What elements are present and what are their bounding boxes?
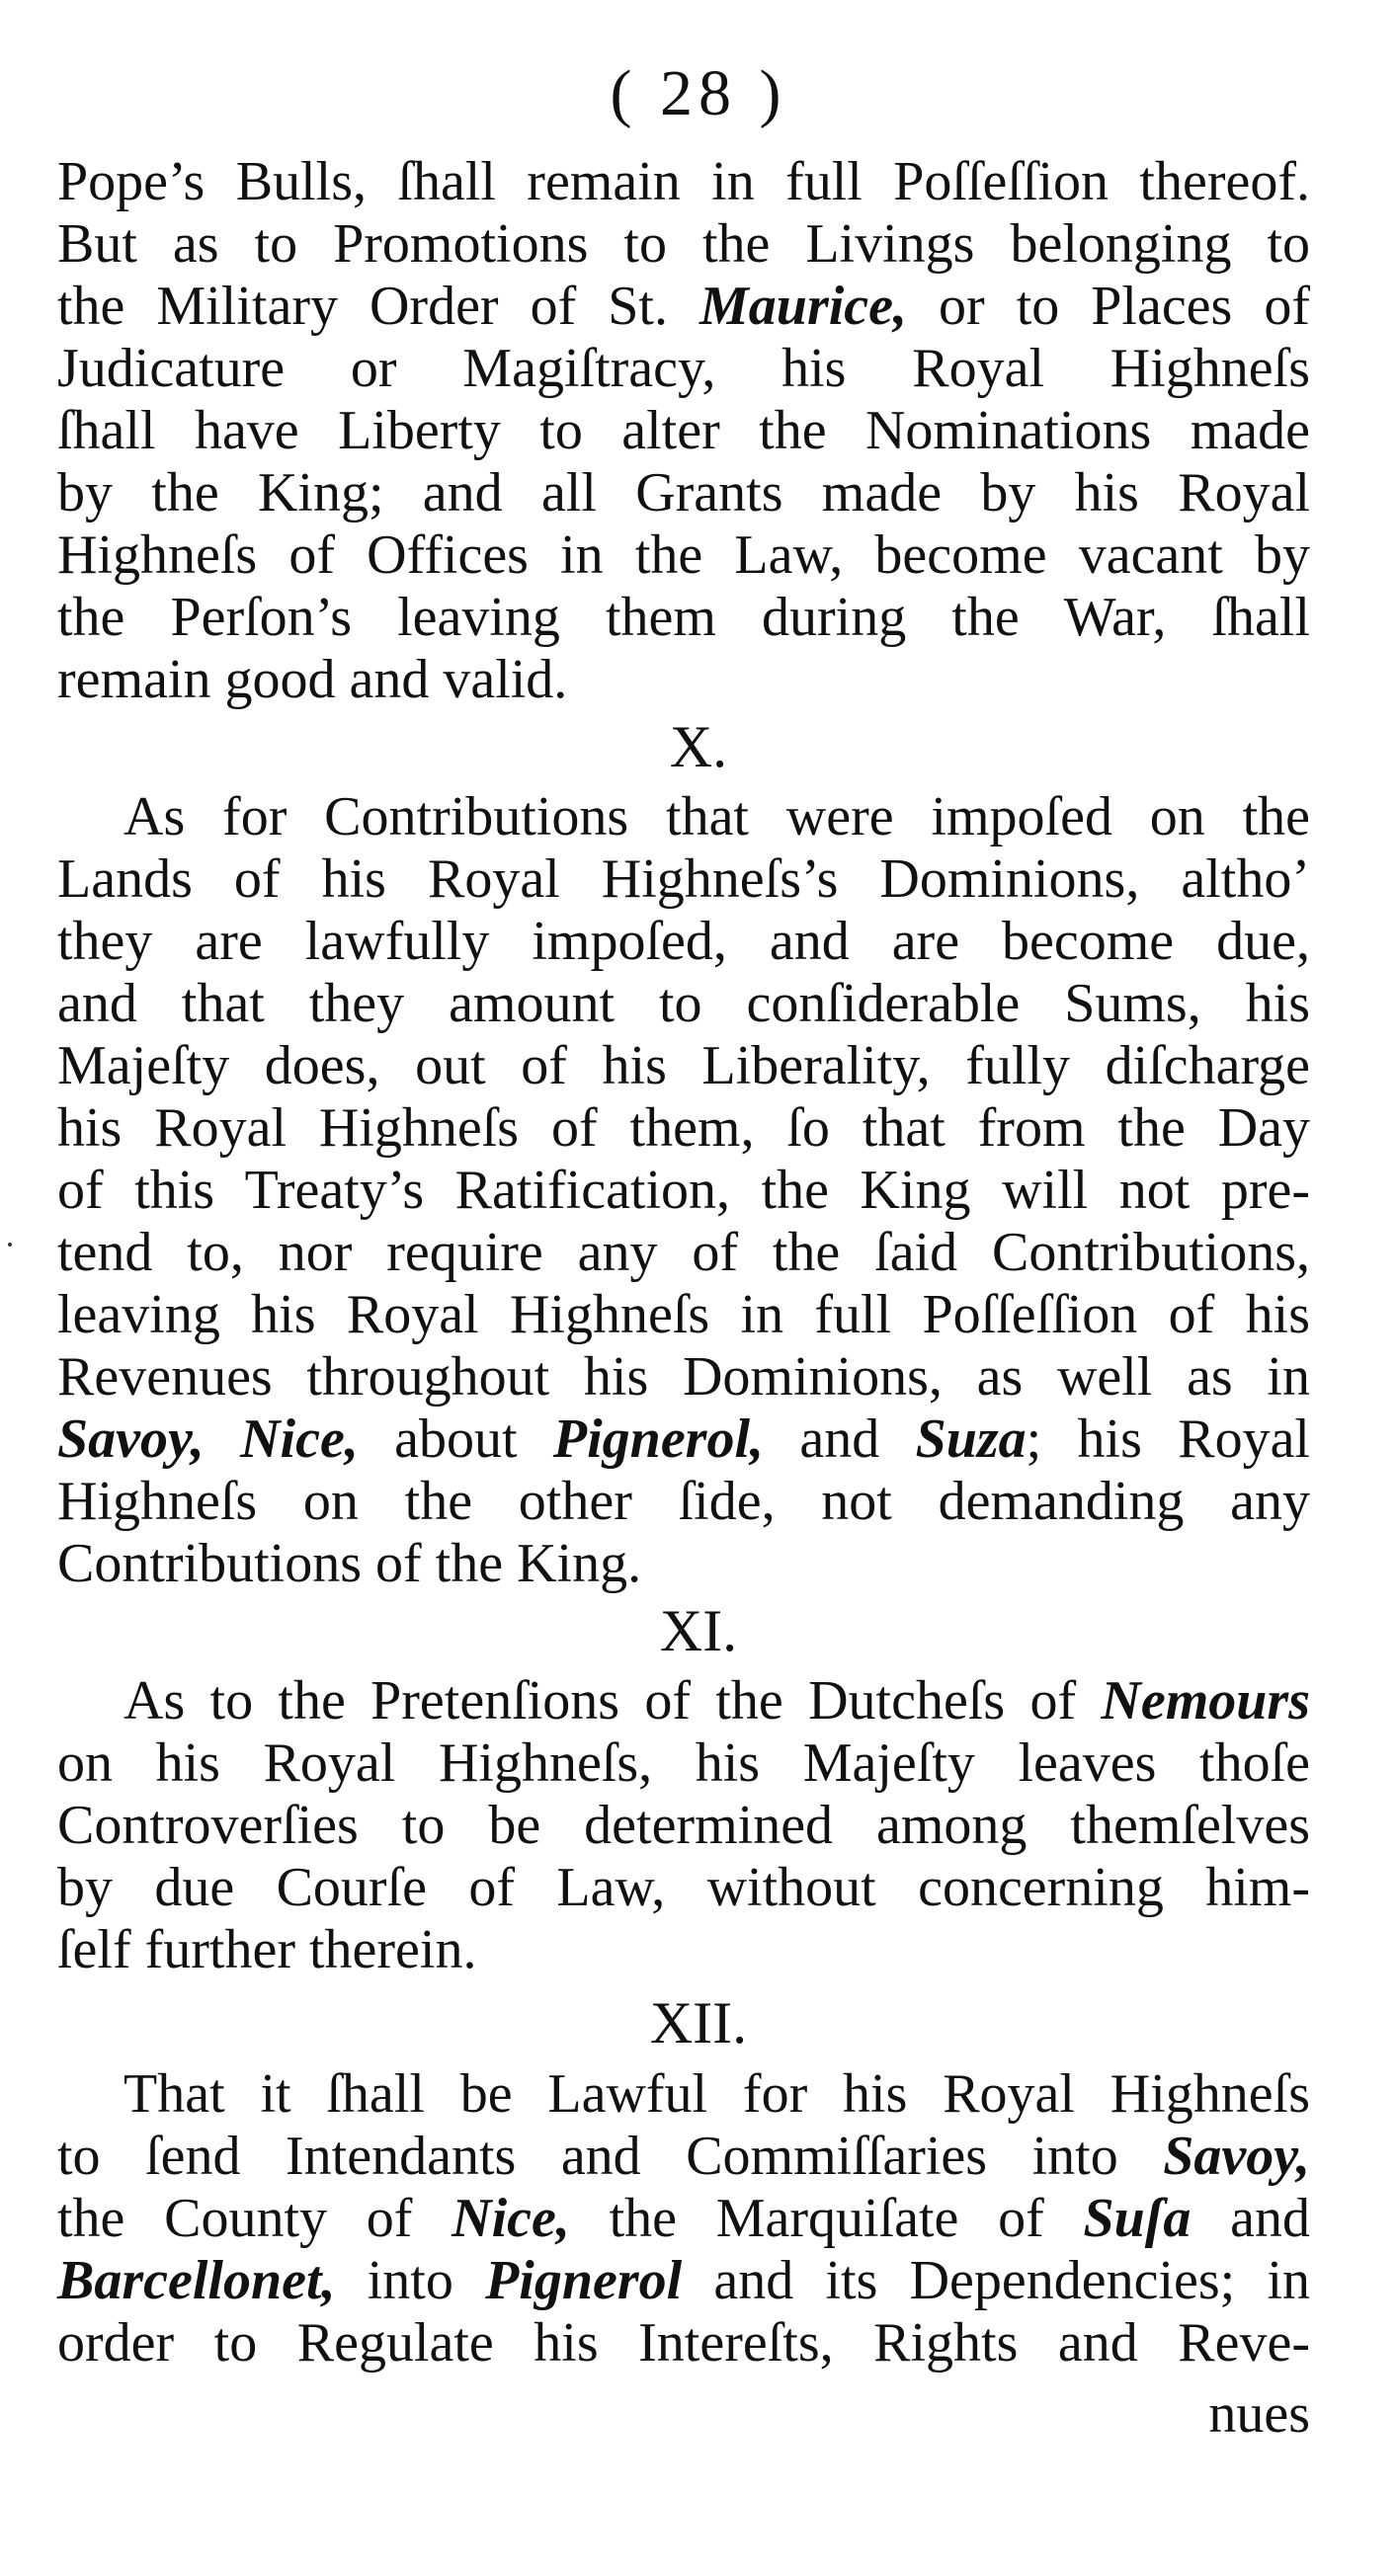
text-segment: and <box>1191 2188 1310 2249</box>
text-segment: Highneſs on the other ſide, not demanding any <box>57 1471 1310 1532</box>
text-line <box>57 273 1310 340</box>
text-segment: by the King; and all Grants made by his Royal <box>57 462 1310 523</box>
text-line <box>57 1094 1310 1162</box>
italic-text: Savoy, <box>1163 2126 1310 2187</box>
text-segment: Highneſs of Offices in the Law, become vacant by <box>57 524 1310 586</box>
italic-text: Suza <box>915 1409 1027 1470</box>
text-segment: ſhall have Liberty to alter the Nominations made <box>57 400 1310 461</box>
text-segment: they are lawfully impoſed, and are become due, <box>57 911 1310 972</box>
text-segment: the Military Order of St. <box>57 276 699 337</box>
text-segment: on his Royal Highneſs, his Majeſty leaves thoſe <box>57 1732 1310 1794</box>
section-heading-x: X. <box>669 714 728 779</box>
text-line <box>57 1792 1310 1859</box>
text-segment: Controverſies to be determined among themſelves <box>57 1795 1310 1856</box>
text-segment: Lands of his Royal Highneſs’s Dominions, altho’ <box>57 848 1310 910</box>
text-line <box>57 2123 1310 2190</box>
text-line <box>57 1157 1310 1224</box>
text-line <box>57 1730 1310 1797</box>
text-segment: the Marquiſate of <box>569 2188 1084 2249</box>
text-line <box>57 2309 1310 2376</box>
text-segment: ſelf further therein. <box>57 1919 477 1980</box>
ink-speck <box>8 1243 12 1247</box>
text-line <box>57 646 1310 713</box>
text-segment: ; his Royal <box>1026 1409 1310 1470</box>
text-line <box>57 459 1310 526</box>
text-line <box>57 335 1310 402</box>
section-heading-xii: XII. <box>649 1990 748 2055</box>
text-segment: the County of <box>57 2188 452 2249</box>
text-line <box>57 1406 1310 1473</box>
text-segment: Judicature or Magiſtracy, his Royal Highneſs <box>57 338 1310 399</box>
italic-text: Savoy, Nice, <box>57 1409 359 1470</box>
italic-text: Barcellonet, <box>57 2250 336 2311</box>
text-line <box>57 2185 1310 2252</box>
italic-text: Maurice, <box>699 276 907 337</box>
text-segment: Revenues throughout his Dominions, as well as in <box>57 1346 1310 1408</box>
text-segment: about <box>358 1409 553 1470</box>
italic-text: Pignerol, <box>552 1409 765 1470</box>
text-line <box>57 1530 1310 1597</box>
text-line <box>57 1343 1310 1410</box>
text-line <box>123 1667 1310 1734</box>
text-line <box>123 2060 1310 2128</box>
text-line <box>57 1281 1310 1348</box>
text-segment: and <box>764 1409 916 1470</box>
text-segment: by due Courſe of Law, without concerning him- <box>57 1857 1310 1918</box>
text-segment: Pope’s Bulls, ſhall remain in full Poſſeſſion thereof. <box>57 151 1310 212</box>
text-line <box>57 584 1310 651</box>
italic-text: Pignerol <box>485 2250 683 2311</box>
text-segment: That it ſhall be Lawful for his Royal Highneſs <box>123 2063 1310 2125</box>
text-segment: tend to, nor require any of the ſaid Contributions, <box>57 1222 1310 1283</box>
text-line <box>57 845 1310 913</box>
text-segment: But as to Promotions to the Livings belonging to <box>57 213 1310 275</box>
italic-text: Nice, <box>452 2188 570 2249</box>
text-line <box>57 1854 1310 1921</box>
italic-text: Suſa <box>1083 2188 1192 2249</box>
page-number: ( 28 ) <box>610 57 787 129</box>
text-line <box>57 1032 1310 1099</box>
text-segment: his Royal Highneſs of them, ſo that from the Day <box>57 1097 1310 1159</box>
text-segment: Contributions of the King. <box>57 1533 642 1594</box>
text-segment: and that they amount to conſiderable Sums, his <box>57 973 1310 1034</box>
text-segment: or to Places of <box>907 276 1311 337</box>
text-line <box>57 970 1310 1037</box>
text-line <box>57 1219 1310 1286</box>
italic-text: Nemours <box>1101 1670 1310 1731</box>
text-line <box>57 397 1310 464</box>
text-line <box>57 908 1310 975</box>
text-segment: nues <box>1208 2383 1310 2445</box>
text-line <box>57 1468 1310 1535</box>
text-segment: leaving his Royal Highneſs in full Poſſeſſion of his <box>57 1284 1310 1345</box>
text-segment: As for Contributions that were impoſed on the <box>123 786 1310 847</box>
text-segment: remain good and valid. <box>57 649 568 710</box>
text-segment: As to the Pretenſions of the Dutcheſs of <box>123 1670 1102 1731</box>
text-line <box>57 210 1310 278</box>
section-heading-xi: XI. <box>659 1598 738 1663</box>
text-line <box>123 783 1310 850</box>
text-line <box>57 522 1310 589</box>
text-line <box>57 2247 1310 2314</box>
text-line <box>57 1916 1310 1983</box>
text-segment: to ſend Intendants and Commiſſaries into <box>57 2126 1164 2187</box>
text-segment: order to Regulate his Intereſts, Rights and Reve- <box>57 2312 1310 2374</box>
text-segment: Majeſty does, out of his Liberality, fully diſcharge <box>57 1035 1310 1096</box>
text-segment: and its Dependencies; in <box>682 2250 1310 2311</box>
text-segment: of this Treaty’s Ratification, the King will not pre- <box>57 1160 1310 1221</box>
text-line <box>57 148 1310 215</box>
catchword <box>57 2380 1310 2448</box>
text-segment: into <box>335 2250 486 2311</box>
text-segment: the Perſon’s leaving them during the War, ſhall <box>57 587 1310 648</box>
